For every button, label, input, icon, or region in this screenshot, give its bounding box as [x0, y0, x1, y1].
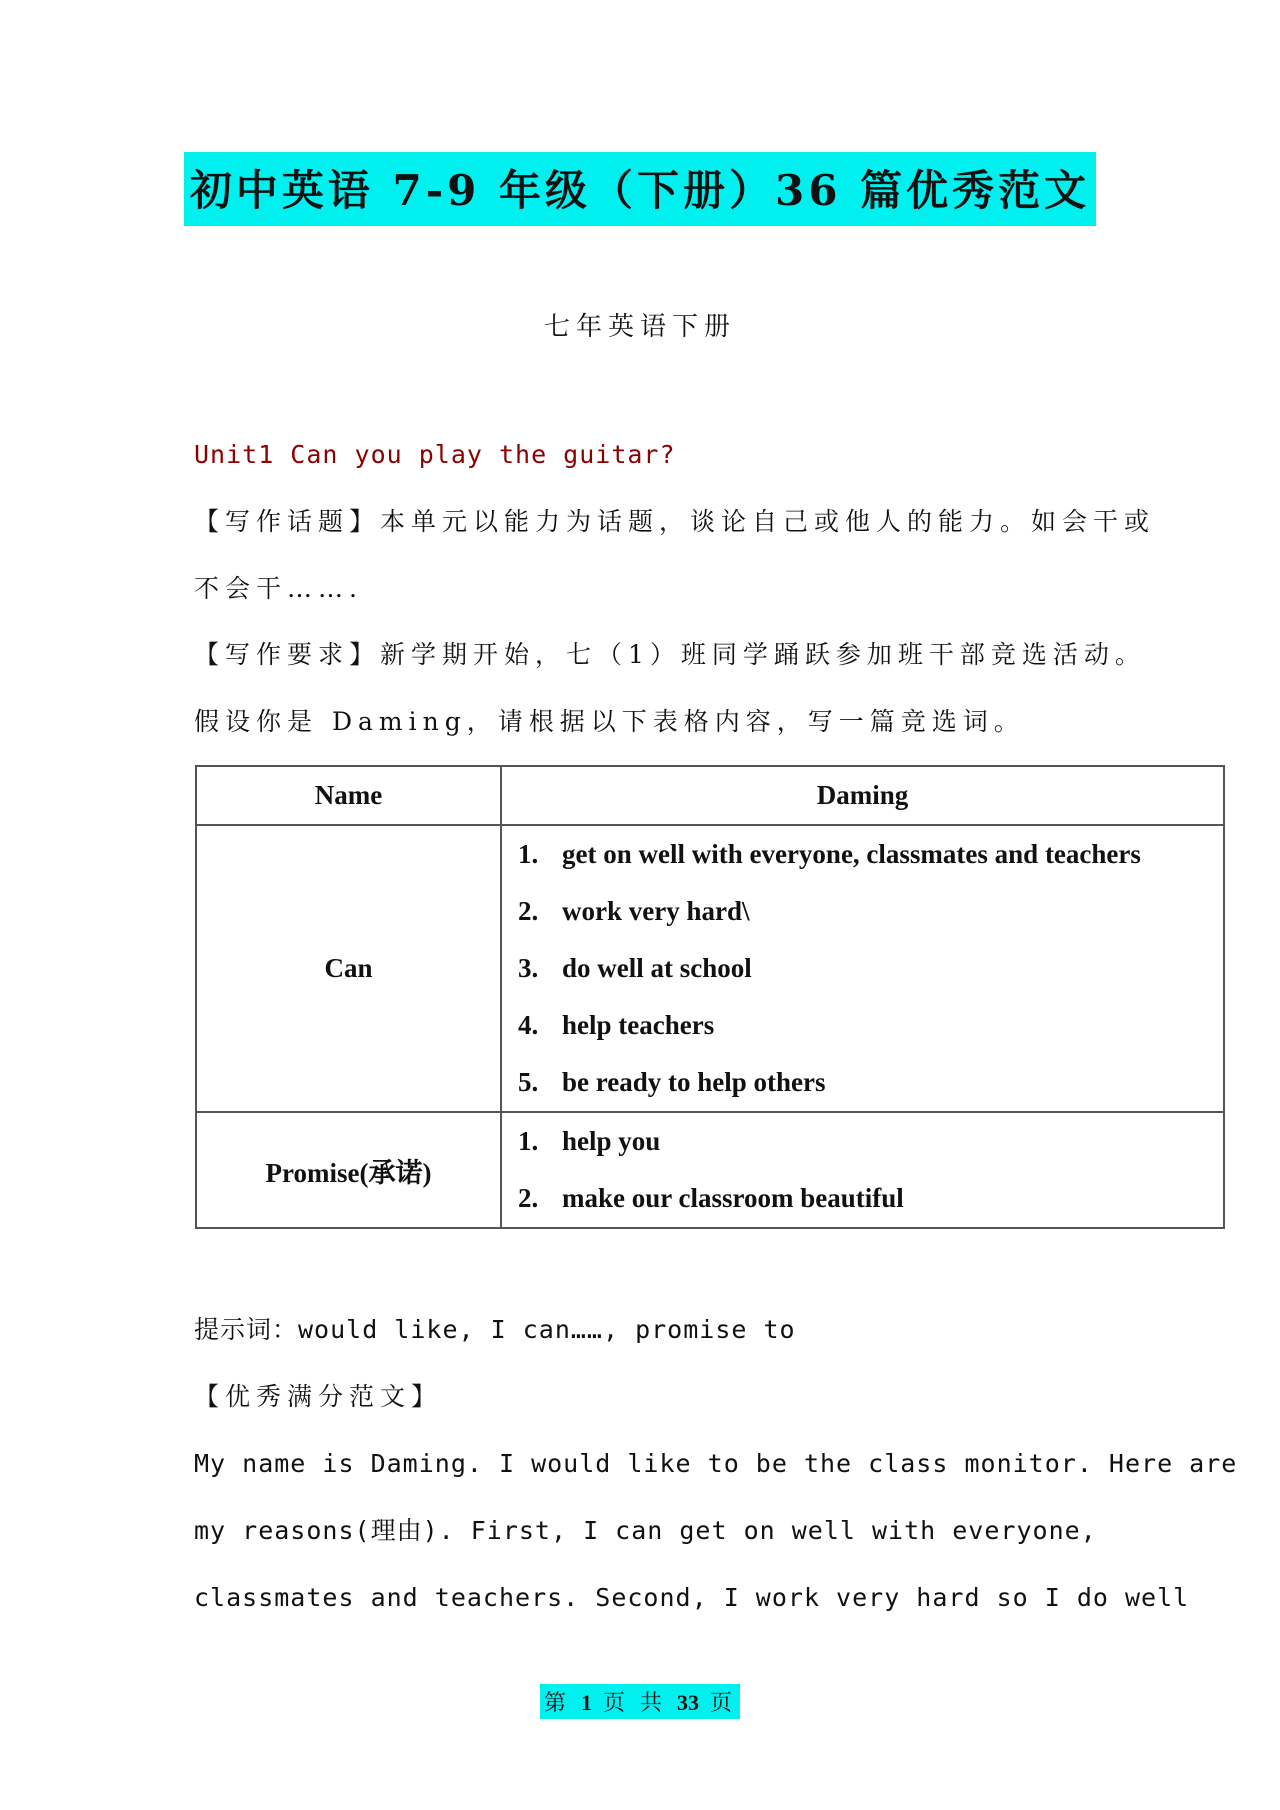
item-text: work very hard\	[562, 896, 750, 926]
promise-items-cell	[501, 1112, 1224, 1228]
item-text: get on well with everyone, classmates and teachers	[562, 839, 1141, 869]
topic-line-1: 【写作话题】本单元以能力为话题，谈论自己或他人的能力。如会干或	[194, 507, 1156, 536]
section-subtitle: 七年英语下册	[543, 312, 736, 342]
footer-wrap	[0, 1684, 1280, 1719]
requirement-line-2: 假设你是 Daming，请根据以下表格内容，写一篇竞选词。	[194, 707, 1025, 736]
list-item	[518, 1054, 1223, 1111]
can-label-cell: Can	[196, 825, 501, 1112]
item-text: help teachers	[562, 1010, 715, 1040]
list-item	[518, 997, 1223, 1054]
footer-prefix: 第	[543, 1691, 570, 1716]
header-name-cell: Name	[196, 766, 501, 825]
item-number: 5.	[518, 1067, 539, 1097]
list-item	[518, 1113, 1223, 1170]
list-item	[518, 826, 1223, 883]
can-list	[502, 826, 1223, 1111]
requirement-line-1: 【写作要求】新学期开始，七（1）班同学踊跃参加班干部竞选活动。	[194, 640, 1146, 669]
item-text: help you	[562, 1126, 661, 1156]
essay-line-3: classmates and teachers. Second, I work very hard so I do well	[194, 1583, 1190, 1612]
item-text: make our classroom beautiful	[562, 1183, 904, 1213]
can-row	[196, 825, 1224, 1112]
essay-heading: 【优秀满分范文】	[194, 1382, 443, 1411]
topic-line-2: 不会干…….	[194, 574, 363, 603]
promise-row	[196, 1112, 1224, 1228]
promise-list	[502, 1113, 1223, 1227]
promise-label-cell: Promise(承诺)	[196, 1112, 501, 1228]
current-page-number: 1	[581, 1690, 592, 1715]
list-item	[518, 883, 1223, 940]
unit-heading: Unit1 Can you play the guitar?	[194, 440, 676, 469]
essay-line-1: My name is Daming. I would like to be the class monitor. Here are	[194, 1449, 1238, 1478]
hint-line: 提示词：would like, I can……, promise to	[194, 1315, 796, 1344]
item-text: be ready to help others	[562, 1067, 826, 1097]
can-items-cell	[501, 825, 1224, 1112]
total-page-count: 33	[677, 1690, 699, 1715]
item-number: 1.	[518, 839, 539, 869]
page-footer	[540, 1684, 740, 1719]
item-number: 1.	[518, 1126, 539, 1156]
item-number: 2.	[518, 896, 539, 926]
item-number: 4.	[518, 1010, 539, 1040]
document-title: 初中英语 7-9 年级（下册）36 篇优秀范文	[184, 152, 1096, 226]
header-daming-cell: Daming	[501, 766, 1224, 825]
item-number: 2.	[518, 1183, 539, 1213]
footer-middle: 页 共	[603, 1691, 666, 1716]
title-wrap	[0, 152, 1280, 226]
footer-suffix: 页	[710, 1691, 737, 1716]
essay-line-2: my reasons(理由). First, I can get on well with everyone,	[194, 1516, 1097, 1545]
item-text: do well at school	[562, 953, 752, 983]
table-header-row	[196, 766, 1224, 825]
list-item	[518, 940, 1223, 997]
requirements-table	[195, 765, 1225, 1229]
list-item	[518, 1170, 1223, 1227]
item-number: 3.	[518, 953, 539, 983]
